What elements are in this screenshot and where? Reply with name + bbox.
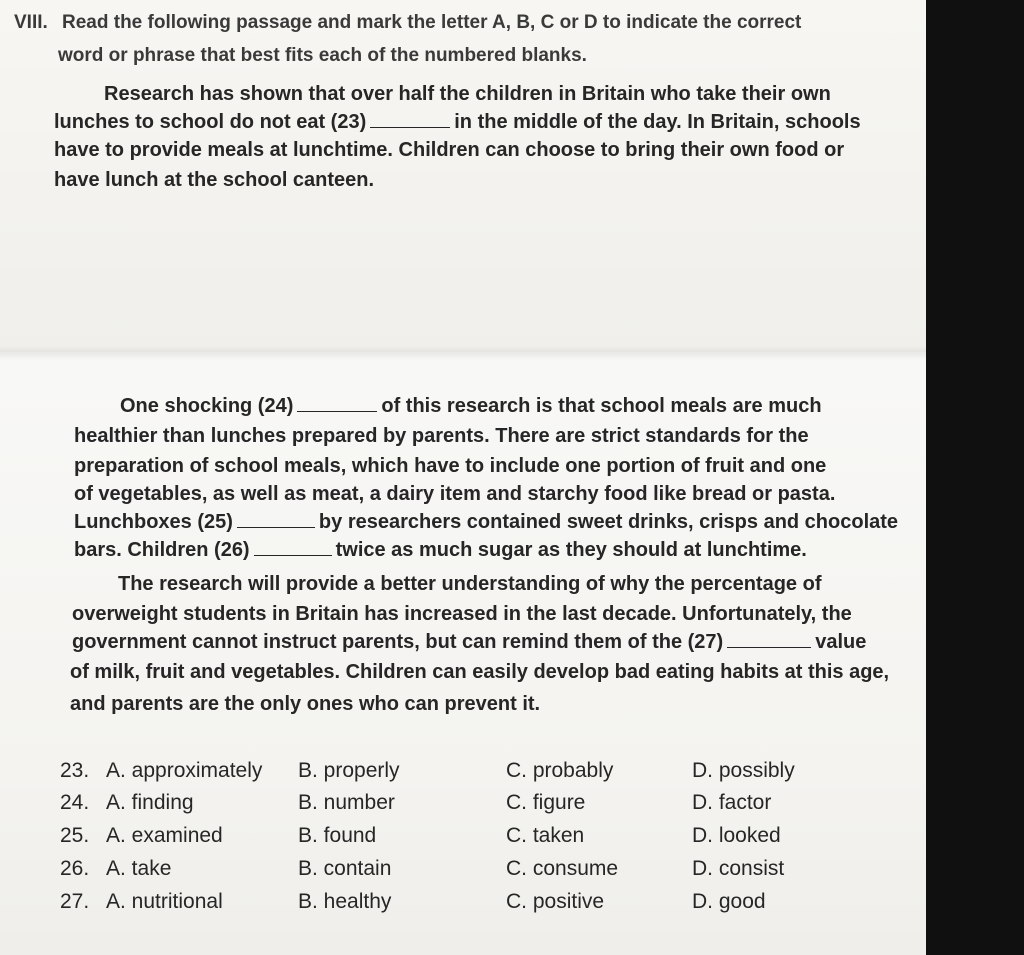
para2-line-6 (74, 538, 807, 562)
para2-line-5-end: by researchers contained sweet drinks, crisps and chocolate (318, 511, 899, 533)
option-d: D. possibly (692, 759, 795, 782)
paper-fold (0, 346, 926, 360)
option-d: D. good (692, 890, 766, 913)
option-a: A. approximately (106, 759, 263, 782)
option-d: D. consist (692, 857, 785, 880)
para1-line-3: have to provide meals at lunchtime. Children can choose to bring their own food or (54, 139, 845, 161)
option-d: D. factor (692, 791, 772, 814)
blank-26 (254, 539, 332, 556)
question-number: 26. (60, 857, 90, 880)
question-number: 23. (60, 759, 90, 782)
option-b: B. properly (298, 759, 400, 782)
question-number: 25. (60, 824, 90, 847)
option-c: C. taken (506, 824, 585, 847)
blank-27 (727, 631, 811, 648)
para1-line-2 (54, 110, 861, 134)
exercise-number: VIII. (14, 12, 48, 33)
para2-line-5 (74, 510, 898, 534)
para1-line-2-end: in the middle of the day. In Britain, schools (454, 111, 861, 133)
para3-line-5: and parents are the only ones who can prevent it. (70, 693, 541, 715)
blank-23 (370, 111, 450, 128)
option-b: B. found (298, 824, 377, 847)
option-c: C. positive (506, 890, 605, 913)
para1-line-2-start: lunches to school do not eat (23) (54, 111, 367, 133)
blank-25 (237, 511, 315, 528)
para2-line-5-start: Lunchboxes (25) (74, 511, 233, 533)
para1-line-4: have lunch at the school canteen. (54, 169, 375, 191)
para3-line-2: overweight students in Britain has increased in the last decade. Unfortunately, the (72, 603, 852, 625)
question-number: 24. (60, 791, 90, 814)
para2-line-3: preparation of school meals, which have to include one portion of fruit and one (74, 455, 827, 477)
option-c: C. consume (506, 857, 619, 880)
option-a: A. take (106, 857, 172, 880)
para2-line-1-end: of this research is that school meals are much (381, 395, 822, 417)
para3-line-3-end: value (815, 631, 867, 653)
blank-24 (297, 395, 377, 412)
para3-line-3-start: government cannot instruct parents, but can remind them of the (27) (72, 631, 724, 653)
option-c: C. probably (506, 759, 614, 782)
para2-line-2: healthier than lunches prepared by parents. There are strict standards for the (74, 425, 809, 447)
instruction-line-1: Read the following passage and mark the letter A, B, C or D to indicate the correct (62, 12, 802, 33)
para2-line-6-start: bars. Children (26) (74, 539, 250, 561)
option-a: A. nutritional (106, 890, 223, 913)
para3-line-4: of milk, fruit and vegetables. Children can easily develop bad eating habits at this age, (70, 661, 890, 683)
question-number: 27. (60, 890, 90, 913)
para2-line-1-start: One shocking (24) (120, 395, 294, 417)
para2-line-1 (120, 394, 822, 418)
para3-line-3 (72, 630, 866, 654)
option-b: B. contain (298, 857, 392, 880)
para1-line-1: Research has shown that over half the children in Britain who take their own (104, 83, 831, 105)
option-b: B. healthy (298, 890, 392, 913)
para2-line-6-end: twice as much sugar as they should at lunchtime. (335, 539, 807, 561)
para2-line-4: of vegetables, as well as meat, a dairy item and starchy food like bread or pasta. (74, 483, 836, 505)
option-a: A. examined (106, 824, 223, 847)
instruction-line-2: word or phrase that best fits each of the numbered blanks. (58, 45, 587, 66)
option-b: B. number (298, 791, 395, 814)
para3-line-1: The research will provide a better understanding of why the percentage of (118, 573, 822, 595)
option-d: D. looked (692, 824, 781, 847)
option-c: C. figure (506, 791, 586, 814)
option-a: A. finding (106, 791, 194, 814)
dark-edge (926, 0, 1024, 955)
